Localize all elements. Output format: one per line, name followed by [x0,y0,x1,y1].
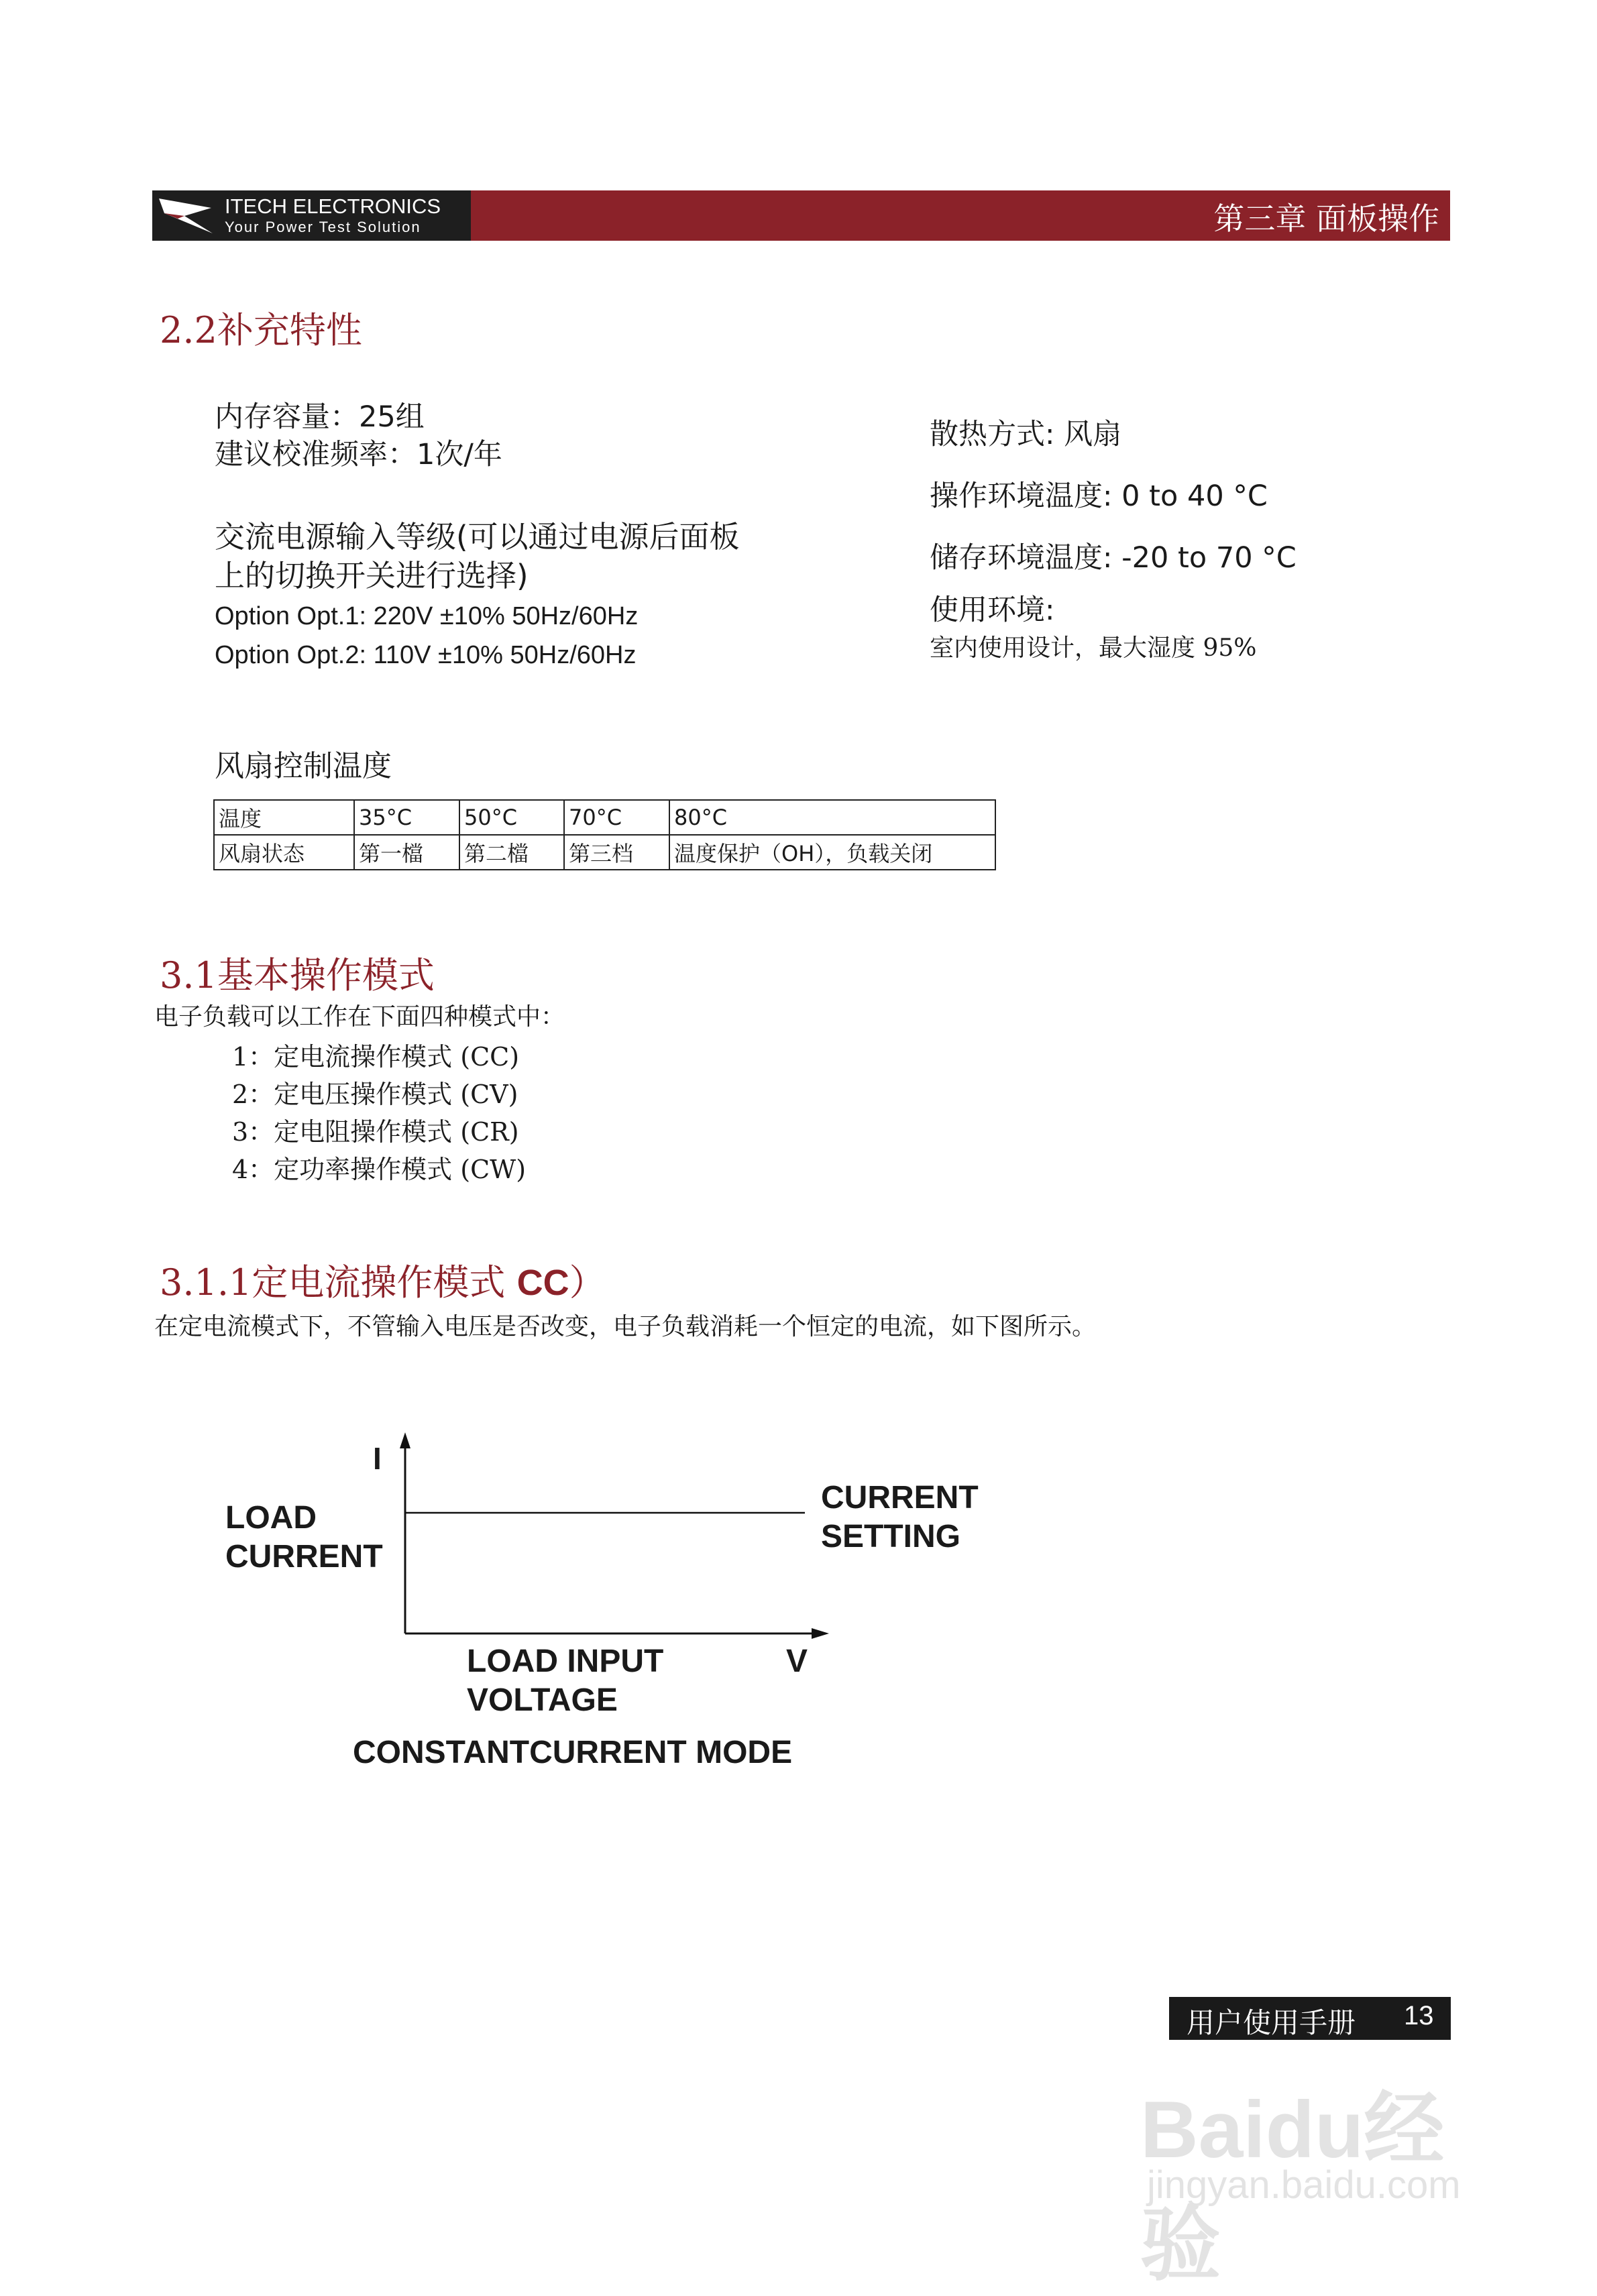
calibration-frequency: 建议校准频率：1次/年 [215,438,502,471]
section-2-2-heading: 2.2补充特性 [160,309,362,351]
table-cell: 第一檔 [354,835,459,870]
mode-item: 4：定功率操作模式 (CW) [232,1155,527,1184]
setting-label-line-2: SETTING [821,1519,961,1554]
environment-value: 室内使用设计，最大湿度 95% [930,634,1257,662]
table-cell: 50°C [459,800,564,835]
table-cell: 70°C [564,800,669,835]
table-cell: 第三档 [564,835,669,870]
x-axis-arrow [812,1628,829,1639]
table-cell: 80°C [669,800,995,835]
brand-tagline: Your Power Test Solution [225,219,421,235]
page-number: 13 [1404,2001,1434,2030]
brand-name: ITECH ELECTRONICS [225,194,441,218]
section-3-1-intro: 电子负载可以工作在下面四种模式中： [154,1003,565,1031]
y-axis-arrow [400,1432,410,1448]
table-cell: 温度 [214,800,354,835]
y-axis-label-line-1: LOAD [225,1500,317,1536]
setting-label-line-1: CURRENT [821,1480,979,1515]
storage-temperature: 储存环境温度: -20 to 70 °C [930,541,1297,575]
heading-tail: ） [569,1261,606,1304]
footer-badge [1169,1997,1451,2040]
heading-cc: CC [516,1263,569,1303]
watermark-main: Baidu经验 [1140,2085,1445,2290]
ac-input-line-1: 交流电源输入等级(可以通过电源后面板 [215,519,740,555]
diagram-caption: CONSTANTCURRENT MODE [353,1735,793,1770]
baidu-watermark [1134,2065,1509,2290]
operating-temperature: 操作环境温度: 0 to 40 °C [930,479,1268,513]
cooling-method: 散热方式: 风扇 [930,418,1122,451]
y-axis-label-line-2: CURRENT [225,1539,383,1574]
section-3-1-heading: 3.1基本操作模式 [160,954,435,996]
option-2: Option Opt.2: 110V ±10% 50Hz/60Hz [215,641,637,669]
y-axis-symbol: I [373,1441,382,1476]
x-axis-label-line-1: LOAD INPUT [467,1644,664,1679]
mode-item: 2：定电压操作模式 (CV) [232,1080,518,1109]
option-1: Option Opt.1: 220V ±10% 50Hz/60Hz [215,602,639,630]
fan-control-title: 风扇控制温度 [215,749,392,783]
memory-capacity: 内存容量：25组 [215,400,425,434]
table-cell: 35°C [354,800,459,835]
section-3-1-1-description: 在定电流模式下，不管输入电压是否改变，电子负载消耗一个恒定的电流，如下图所示。 [154,1313,1097,1340]
manual-title: 用户使用手册 [1187,2006,1356,2039]
table-cell: 第二檔 [459,835,564,870]
mode-item: 1：定电流操作模式 (CC) [232,1042,520,1072]
chapter-title: 第三章 面板操作 [1213,200,1439,237]
heading-text: 3.1.1定电流操作模式 [160,1261,517,1304]
x-axis-label-line-2: VOLTAGE [467,1682,618,1718]
mode-item: 3：定电阻操作模式 (CR) [232,1117,519,1147]
environment-label: 使用环境: [930,593,1055,627]
table-cell: 风扇状态 [214,835,354,870]
x-axis-symbol: V [786,1644,808,1679]
table-cell: 温度保护（OH），负载关闭 [669,835,995,870]
ac-input-line-2: 上的切换开关进行选择) [215,558,529,593]
watermark-url: jingyan.baidu.com [1147,2163,1461,2207]
